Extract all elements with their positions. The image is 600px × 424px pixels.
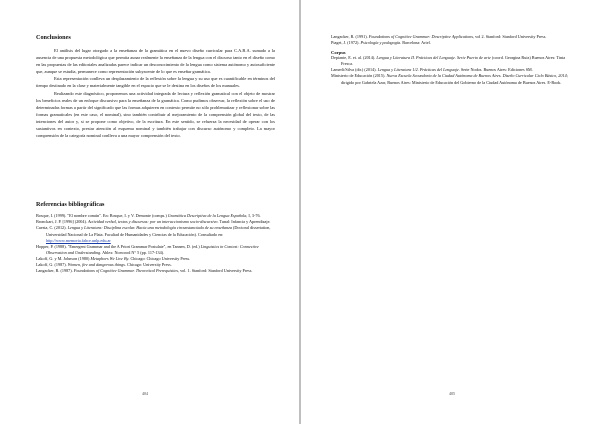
paragraph: Realizando este diagnóstico, proponemos una actividad integrada de lectura y reflexión gramatical con el objeto de mostrar los beneficios reales de un enfoque discursivo para la enseñanza de la gramática. Como pudimos observar, la reflexión sobre el uso de determinadas formas a partir del significado que las formas adquieren en contexto permite no sólo problematizar y reflexionar sobre las formas gramaticales (en este caso, el nominal), sino también contribuir al mejoramiento de la comprensión global del texto, de las intenciones del autor y, si se propone como objetivo, de la escritura. En este sentido, se refuerza la necesidad de operar con los sustantivos en contexto, prestar atención al esquema nominal y también trabajar con discurso autónomo y completo. La mayor comprensión de la categoría nominal conlleva a una mayor comprensión del texto. (36, 90, 275, 139)
corpus-entry: Depiante, E. et. al. (2014). Lengua y Literatura II. Prácticas del Lenguaje. Serie Puerto de arte (coord. Georgina Ruiz) Buenos Aires: Tinta Fresca. (331, 55, 566, 67)
corpus-heading: Corpus (331, 50, 346, 56)
paragraph: Esta representación conlleva un desplazamiento de la reflexión sobre la lengua y su uso que es cuantificable en términos del tiempo destinado en la clase y materialmente tangible en el espacio que se le destina en los diseños de los manuales. (36, 76, 275, 89)
conclusions-body (36, 47, 275, 139)
page-number: 404 (142, 391, 148, 396)
references-heading: Referencias bibliográficas (36, 201, 105, 209)
right-page (301, 0, 600, 424)
reference-entry: Bronckart, J. P. [1996] (2004). Actividad verbal, textos y discursos: por un interaccionismo socio-discursivo. Tunal: Infancia y Aprendizaje. (36, 219, 271, 225)
corpus-entry: Ministerio de Educación (2015). Nueva Escuela Secundaria de la Ciudad Autónoma de Buenos Aires. Diseño Curricular Ciclo Básico, 2014; dirigido por Gabriela Azar, Buenos Aires: Ministerio de Educación del Gobierno de la Ciudad Autónoma de Buenos Aires. E-Book. (331, 73, 568, 85)
reference-entry: Lakoff, G. (1987). Women, fire and dangerous things. Chicago: University Press. (36, 261, 172, 267)
reference-entry: Cuesta, C. (2012). Lengua y Literatura: Disciplina escolar. Hacia una metodología circunstanciada de su enseñanza (Doctoral dissertation, Universidad Nacional de La Plata. Facultad de Humanidades y Ciencias de la Educación). Consultado en: http://www.memoria.fahce.unlp.edu.ar (36, 225, 271, 243)
page-number: 405 (449, 391, 455, 396)
reference-entry: Langacker, R. (1991). Foundations of Cognitive Grammar: Descriptive Applications, vol 2. Stanford: Stanford University Press. (331, 34, 547, 39)
corpus-entry: Lamerli/Silva (dir.) (2014). Lengua y Literatura 1/2. Prácticas del Lenguaje. Serie Nodos. Buenos Aires: Ediciones SM. (331, 67, 533, 73)
left-page (0, 0, 299, 424)
reference-link[interactable]: http://www.memoria.fahce.unlp.edu.ar (46, 237, 111, 243)
reference-entry: Langacker, R. (1987). Foundations of Cognitive Grammar. Theoretical Prerequisites, vol. 1. Stanford: Stanford University Press. (36, 268, 253, 274)
reference-entry: Bosque, I. (1999). "El nombre común". En: Bosque, I. y V. Demonte (comps.) Gramática Descriptiva de la Lengua Española, I, 3-76. (36, 213, 261, 219)
reference-entry: Hopper, P. (1988). "Emergent Grammar and the A Priori Grammar Postulate", en Tannen, D. (ed.) Linguistics in Context: Connective Observation and Understanding. Ablex: Norwood N° 5 (pp. 117-134). (36, 243, 259, 255)
references-list-continued (331, 34, 570, 46)
references-list (36, 213, 275, 274)
reference-entry: Lakoff, G. y M. Johnson (1980) Metaphors We Live By. Chicago: Chicago University Press. (36, 255, 191, 261)
reference-entry: Piaget, J. (1972). Psicología y pedagogía. Barcelona: Ariel. (331, 40, 431, 46)
paragraph: El análisis del lugar otorgado a la enseñanza de la gramática en el nuevo diseño curricular para C.A.B.A. sumado a la ausencia de una propuesta metodológica que permita aunar realmente la enseñanza de la lengua con el discurso tanto en el diseño como en las propuestas de las editoriales analizadas parece indicar un desconocimiento de la lengua como sistema autónomo y autosuficiente que, aunque se estudia, permanece como representación subyacente de lo que es enseñar gramática. (36, 48, 275, 75)
conclusions-heading: Conclusiones (36, 34, 71, 41)
corpus-list (331, 55, 570, 85)
